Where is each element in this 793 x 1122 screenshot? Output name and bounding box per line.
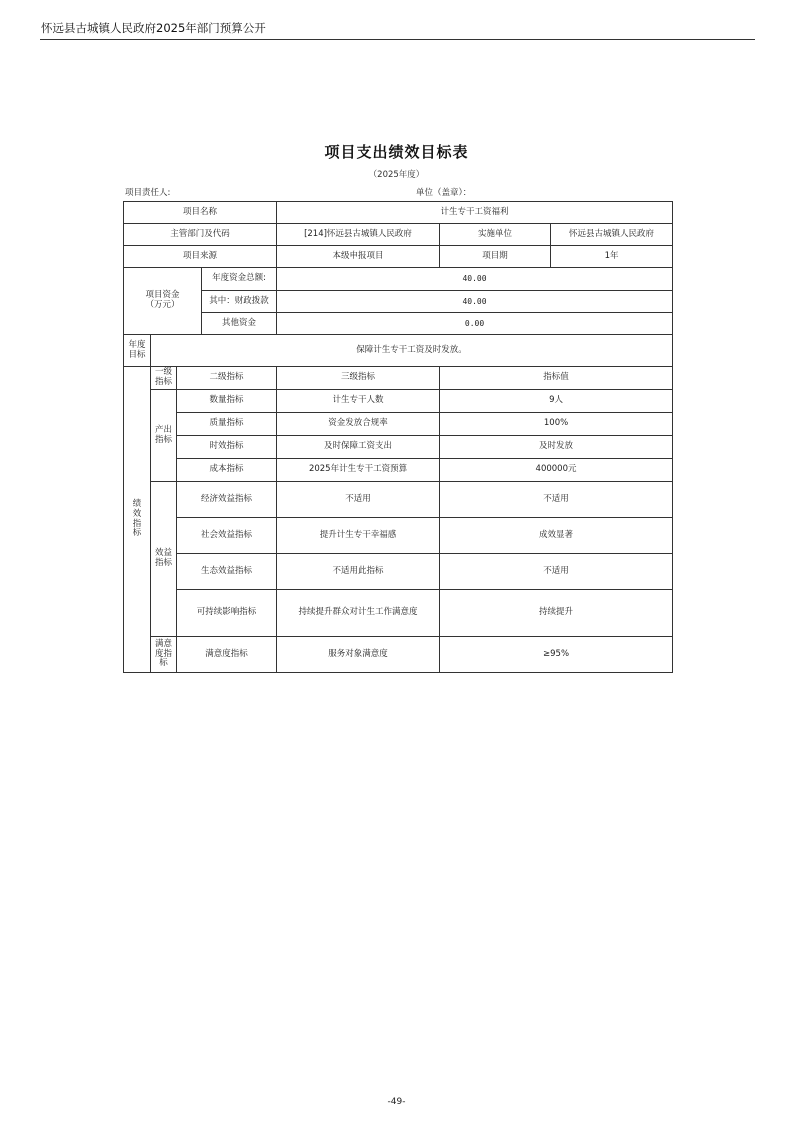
row-indicator-header (124, 367, 673, 390)
responsible-person-label: 项目责任人: (125, 188, 171, 198)
department-label: 主管部门及代码 (124, 224, 277, 246)
satisfaction-level2: 满意度指标 (177, 637, 277, 673)
benefit-indicator-label: 效益 指标 (151, 482, 177, 637)
benefit-level2: 生态效益指标 (177, 554, 277, 590)
row-annual-goal (124, 335, 673, 367)
output-value: 100% (440, 413, 673, 436)
implementing-unit-value: 怀远县古城镇人民政府 (551, 224, 673, 246)
table-row (124, 554, 673, 590)
funds-fiscal-label: 其中：财政拨款 (202, 291, 277, 313)
department-value: [214]怀远县古城镇人民政府 (277, 224, 440, 246)
benefit-value: 成效显著 (440, 518, 673, 554)
project-source-label: 项目来源 (124, 246, 277, 268)
output-value: 9人 (440, 390, 673, 413)
unit-seal-label: 单位（盖章）： (416, 188, 472, 198)
output-level2: 数量指标 (177, 390, 277, 413)
benefit-level3: 不适用此指标 (277, 554, 440, 590)
output-level2: 成本指标 (177, 459, 277, 482)
project-period-value: 1年 (551, 246, 673, 268)
header-divider (40, 39, 755, 40)
performance-target-table (123, 201, 673, 673)
document-year: （2025年度） (368, 170, 425, 180)
benefit-level2: 经济效益指标 (177, 482, 277, 518)
satisfaction-level3: 服务对象满意度 (277, 637, 440, 673)
output-level2: 质量指标 (177, 413, 277, 436)
benefit-value: 不适用 (440, 482, 673, 518)
annual-goal-value: 保障计生专干工资及时发放。 (151, 335, 673, 367)
output-indicator-label: 产出 指标 (151, 390, 177, 482)
level1-header: 一级 指标 (151, 367, 177, 390)
project-source-value: 本级申报项目 (277, 246, 440, 268)
project-funds-label: 项目资金 （万元） (124, 268, 202, 335)
table-row (124, 390, 673, 413)
benefit-value: 持续提升 (440, 590, 673, 637)
funds-other-label: 其他资金 (202, 313, 277, 335)
indicator-value-header: 指标值 (440, 367, 673, 390)
level3-header: 三级指标 (277, 367, 440, 390)
table-row (124, 459, 673, 482)
satisfaction-indicator-label: 满意 度指 标 (151, 637, 177, 673)
funds-fiscal-value: 40.00 (277, 291, 673, 313)
output-level3: 2025年计生专干工资预算 (277, 459, 440, 482)
page-header-title: 怀远县古城镇人民政府2025年部门预算公开 (41, 21, 266, 35)
benefit-level3: 持续提升群众对计生工作满意度 (277, 590, 440, 637)
row-source (124, 246, 673, 268)
table-row (124, 436, 673, 459)
benefit-value: 不适用 (440, 554, 673, 590)
project-name-value: 计生专干工资福利 (277, 202, 673, 224)
performance-indicator-label: 绩 效 指 标 (124, 367, 151, 673)
row-funds-other (124, 313, 673, 335)
funds-total-label: 年度资金总额: (202, 268, 277, 291)
row-department (124, 224, 673, 246)
benefit-level2: 社会效益指标 (177, 518, 277, 554)
output-level3: 计生专干人数 (277, 390, 440, 413)
annual-goal-label: 年度 目标 (124, 335, 151, 367)
row-project-name (124, 202, 673, 224)
funds-total-value: 40.00 (277, 268, 673, 291)
project-name-label: 项目名称 (124, 202, 277, 224)
output-value: 400000元 (440, 459, 673, 482)
table-row (124, 518, 673, 554)
table-row (124, 413, 673, 436)
implementing-unit-label: 实施单位 (440, 224, 551, 246)
document-title: 项目支出绩效目标表 (324, 143, 469, 161)
row-funds-total (124, 268, 673, 291)
output-value: 及时发放 (440, 436, 673, 459)
table-row (124, 590, 673, 637)
benefit-level3: 不适用 (277, 482, 440, 518)
level2-header: 二级指标 (177, 367, 277, 390)
page-number: -49- (387, 1097, 406, 1107)
output-level3: 及时保障工资支出 (277, 436, 440, 459)
table-row (124, 482, 673, 518)
output-level2: 时效指标 (177, 436, 277, 459)
output-level3: 资金发放合规率 (277, 413, 440, 436)
benefit-level3: 提升计生专干幸福感 (277, 518, 440, 554)
satisfaction-value: ≥95% (440, 637, 673, 673)
benefit-level2: 可持续影响指标 (177, 590, 277, 637)
funds-other-value: 0.00 (277, 313, 673, 335)
row-funds-fiscal (124, 291, 673, 313)
table-row (124, 637, 673, 673)
project-period-label: 项目期 (440, 246, 551, 268)
